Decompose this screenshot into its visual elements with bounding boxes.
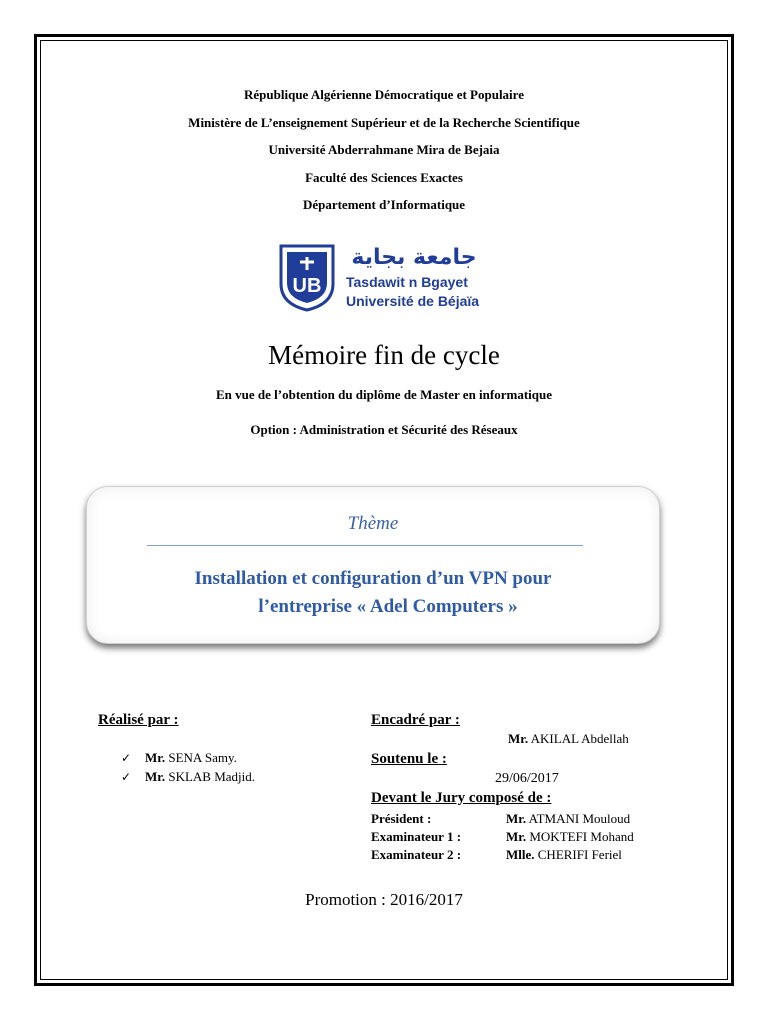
student-2: Mr. SKLAB Madjid. <box>145 769 256 784</box>
jury-role-1: Président : <box>371 811 432 826</box>
university-logo <box>278 240 490 312</box>
supervisor: Mr. AKILAL Abdellah <box>508 731 629 746</box>
header-republic: République Algérienne Démocratique et Populaire <box>244 87 524 102</box>
header-department: Département d’Informatique <box>302 197 466 212</box>
header-ministry: Ministère de L’enseignement Supérieur et de la Recherche Scientifique <box>188 115 580 130</box>
header-faculty: Faculté des Sciences Exactes <box>305 170 463 185</box>
logo-french-text: Université de Béjaïa <box>346 293 480 309</box>
logo-kabyle-text: Tasdawit n Bgayet <box>346 274 468 290</box>
realise-label: Réalisé par : <box>98 712 179 728</box>
theme-title-line1: Installation et configuration d’un VPN pour <box>194 568 552 589</box>
soutenu-label: Soutenu le : <box>371 751 447 767</box>
theme-divider <box>147 545 583 546</box>
jury-role-3: Examinateur 2 : <box>371 847 462 862</box>
page-title: Mémoire fin de cycle <box>268 340 500 370</box>
theme-label: Thème <box>347 513 399 534</box>
defense-date: 29/06/2017 <box>495 771 559 786</box>
header-university: Université Abderrahmane Mira de Bejaia <box>268 142 500 157</box>
encadre-label: Encadré par : <box>371 712 460 728</box>
page-subtitle: En vue de l’obtention du diplôme de Master en informatique <box>216 387 552 402</box>
emblem-letters: UB <box>292 275 322 297</box>
theme-title <box>87 565 659 621</box>
jury-member-1: Mr. ATMANI Mouloud <box>506 811 631 826</box>
university-emblem-icon <box>278 240 490 312</box>
option-line: Option : Administration et Sécurité des Réseaux <box>250 422 518 437</box>
promotion: Promotion : 2016/2017 <box>305 890 463 909</box>
theme-box <box>86 486 660 644</box>
logo-arabic-text: جامعة بجاية <box>351 245 477 270</box>
jury-role-2: Examinateur 1 : <box>371 829 462 844</box>
jury-member-2: Mr. MOKTEFI Mohand <box>506 829 634 844</box>
student-1: Mr. SENA Samy. <box>145 750 237 765</box>
jury-label: Devant le Jury composé de : <box>371 790 552 806</box>
check-icon: ✓ <box>121 770 132 784</box>
jury-member-3: Mlle. CHERIFI Feriel <box>506 847 622 862</box>
check-icon: ✓ <box>121 751 132 765</box>
theme-title-line2: l’entreprise « Adel Computers » <box>258 596 518 617</box>
